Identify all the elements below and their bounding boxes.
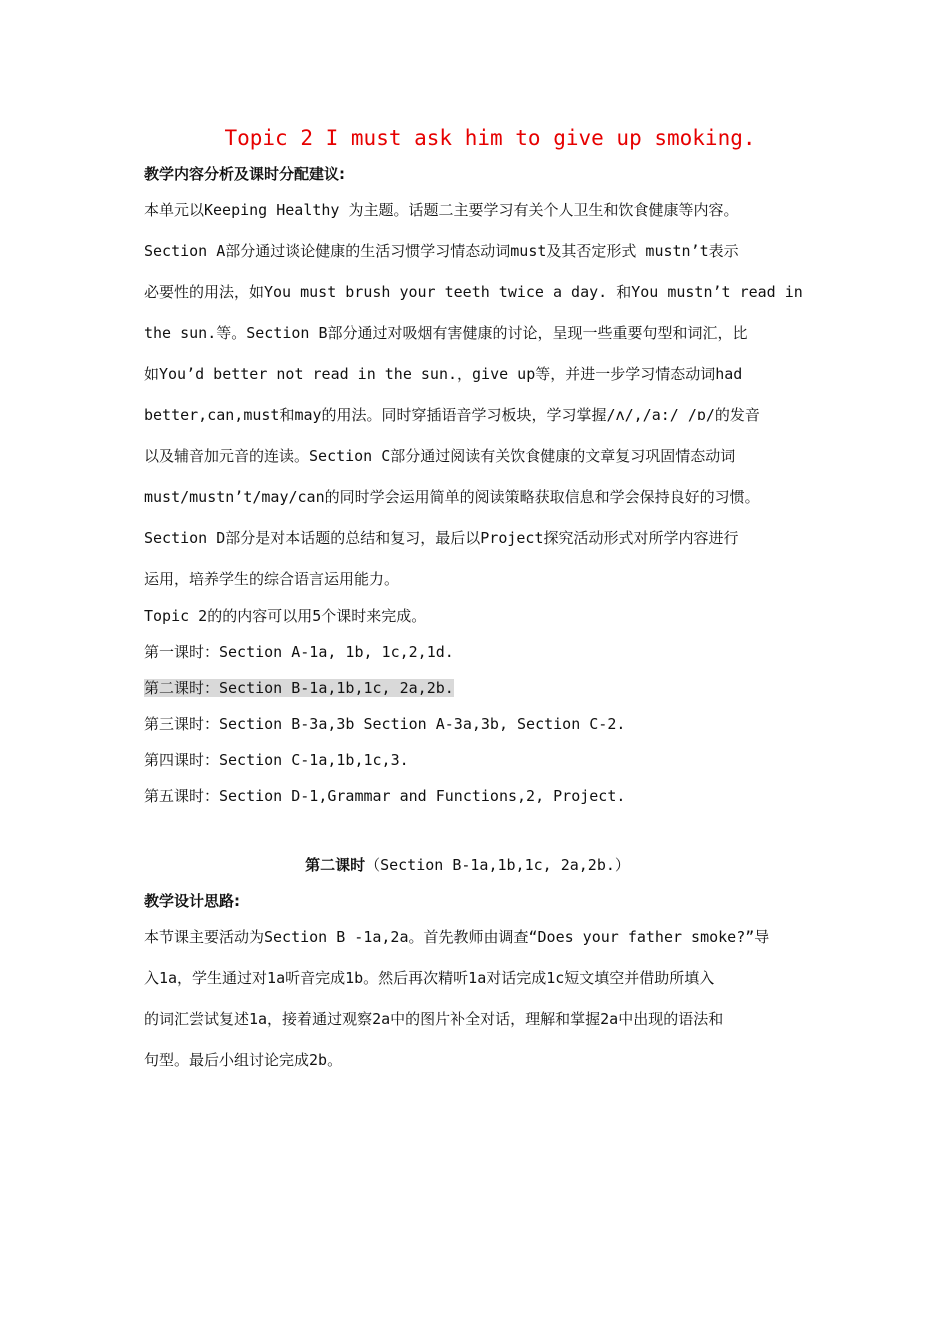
lesson-subheading: [0, 854, 935, 876]
paragraph-line: Section A部分通过谈论健康的生活习惯学习情态动词must及其否定形式 mustn’t表示: [144, 242, 739, 260]
paragraph-line: 如You’d better not read in the sun.，give up等，并进一步学习情态动词had: [144, 365, 743, 383]
lesson-item-highlighted: [144, 677, 454, 699]
paragraph-line: 以及辅音加元音的连读。Section C部分通过阅读有关饮食健康的文章复习巩固情态动词: [144, 447, 736, 465]
subheading-rest: （Section B-1a,1b,1c, 2a,2b.）: [365, 856, 630, 874]
highlight-text: 第二课时：Section B-1a,1b,1c, 2a,2b.: [144, 679, 454, 697]
paragraph-line: 句型。最后小组讨论完成2b。: [144, 1051, 343, 1069]
document-title: Topic 2 I must ask him to give up smoking.: [224, 126, 756, 150]
lesson-intro: Topic 2的的内容可以用5个课时来完成。: [144, 607, 427, 625]
lesson-item: 第一课时：Section A-1a, 1b, 1c,2,1d.: [144, 643, 454, 661]
lesson-item: 第三课时：Section B-3a,3b Section A-3a,3b, Section C-2.: [144, 715, 626, 733]
paragraph-line: 必要性的用法，如You must brush your teeth twice a day. 和You mustn’t read in: [144, 283, 803, 301]
design-heading: 教学设计思路:: [144, 892, 240, 910]
paragraph-line: must/mustn’t/may/can的同时学会运用简单的阅读策略获取信息和学会保持良好的习惯。: [144, 488, 760, 506]
paragraph-line: Section D部分是对本话题的总结和复习，最后以Project探究活动形式对所学内容进行: [144, 529, 739, 547]
paragraph-line: 本单元以Keeping Healthy 为主题。话题二主要学习有关个人卫生和饮食健康等内容。: [144, 201, 739, 219]
analysis-heading: 教学内容分析及课时分配建议:: [144, 165, 345, 183]
paragraph-line: 运用，培养学生的综合语言运用能力。: [144, 570, 400, 588]
paragraph-line: better,can,must和may的用法。同时穿插语音学习板块，学习掌握/ʌ/,/a:/ /ɒ/的发音: [144, 406, 760, 424]
lesson-item: 第五课时：Section D-1,Grammar and Functions,2, Project.: [144, 787, 626, 805]
paragraph-line: 入1a，学生通过对1a听音完成1b。然后再次精听1a对话完成1c短文填空并借助所填入: [144, 969, 715, 987]
paragraph-line: 本节课主要活动为Section B -1a,2a。首先教师由调查“Does your father smoke?”导: [144, 928, 770, 946]
paragraph-line: 的词汇尝试复述1a，接着通过观察2a中的图片补全对话，理解和掌握2a中出现的语法和: [144, 1010, 724, 1028]
paragraph-line: the sun.等。Section B部分通过对吸烟有害健康的讨论，呈现一些重要句型和词汇，比: [144, 324, 748, 342]
lesson-item: 第四课时：Section C-1a,1b,1c,3.: [144, 751, 409, 769]
subheading-bold: 第二课时: [305, 856, 366, 874]
